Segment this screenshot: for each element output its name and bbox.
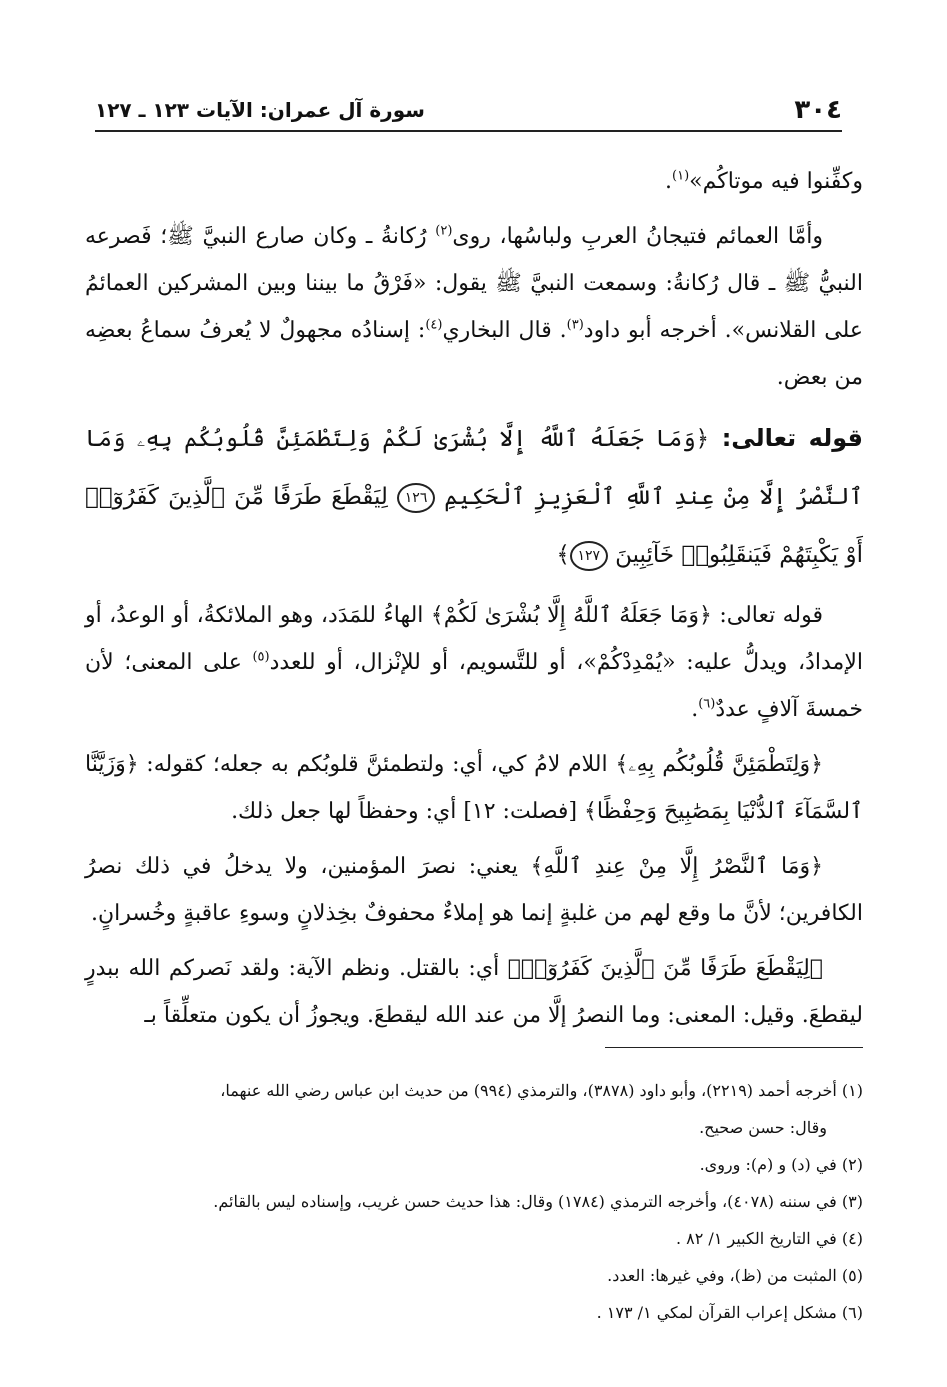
footnote-ref-3: (٣) [566, 317, 584, 333]
footnote-1-continuation: وقال: حسن صحيح. [699, 1118, 827, 1137]
footnote-2: (٢) في (د) و (م): وروى. [699, 1155, 863, 1174]
footnote-ref-6: (٦) [698, 696, 716, 712]
text-span: رُكانةُ ـ وكان صارع النبيَّ ﷺ؛ فَصرعه النبيُّ ﷺ ـ قال رُكانةُ: وسمعت النبيَّ ﷺ يقول: «فَرْقُ ما بيننا وبين المشركين العمائمُ على القلانس». أخرجه أبو داود [85, 224, 864, 343]
footnote-4: (٤) في التاريخ الكبير ١/ ٨٢ . [675, 1229, 863, 1248]
verse-text-127: لِيَقْطَعَ طَرَفًا مِّنَ ٱلَّذِينَ كَفَرُوٓا۟ أَوْ يَكْبِتَهُمْ فَيَنقَلِبُوا۟ خَآئِبِينَ [85, 484, 863, 568]
page-number: ٣٠٤ [794, 95, 842, 125]
paragraph-2 [85, 213, 863, 401]
paragraph-3 [85, 592, 863, 733]
paragraph-5: ﴿وَمَا ٱلنَّصْرُ إِلَّا مِنْ عِندِ ٱللَّهِ﴾ يعني: نصرَ المؤمنين، ولا يدخلُ في ذلك نصرُ الكافرين؛ لأنَّ ما وقع لهم من غلبةٍ إنما هو إملاءٌ محفوفٌ بخِذلانٍ وسوءِ عاقبةٍ وخُسرانٍ. [85, 854, 863, 926]
text-span: وأمَّا العمائم فتيجانُ العربِ ولباسُها، روى [452, 224, 823, 249]
paragraph-4: ﴿وَلِتَطْمَئِنَّ قُلُوبُكُم بِهِۦ﴾ اللام لامُ كي، أي: ولتطمئنَّ قلوبُكم به جعله؛ كقوله: ﴿وَزَيَّنَّا ٱلسَّمَآءَ ٱلدُّنْيَا بِمَصَٰبِيحَ وَحِفْظًا﴾ [فصلت: ١٢] أي: وحفظاً لها جعل ذلك. [85, 752, 863, 824]
page-header [95, 92, 842, 128]
footnote-ref-4: (٤) [425, 317, 443, 333]
text-span: وكفِّنوا فيه موتاكُم» [689, 169, 863, 194]
footnote-ref-2: (٢) [435, 223, 453, 239]
text-span: . [665, 169, 673, 194]
quran-verse-block [85, 409, 863, 584]
footnote-3: (٣) في سننه (٤٠٧٨)، وأخرجه الترمذي (١٧٨٤) وقال: هذا حديث حسن غريب، وإسناده ليس بالقائم. [213, 1192, 863, 1211]
surah-title: سورة آل عمران: الآيات ١٢٣ ـ ١٢٧ [95, 98, 425, 122]
text-span: : إسنادُه مجهولٌ لا يُعرفُ سماعُ بعضِه من بعض. [85, 318, 863, 390]
main-text [85, 158, 863, 1047]
footnote-ref-1: (١) [672, 168, 690, 184]
verse-close: ﴾ [556, 542, 570, 568]
text-span: قوله تعالى: ﴿وَمَا جَعَلَهُ ٱللَّهُ إِلَّا بُشْرَىٰ لَكُمْ﴾ الهاءُ للمَدَد، وهو الملائكةُ، أو الوعدُ، أو الإمدادُ، ويدلُّ عليه: «يُمْدِدْكُمْ»، أو للتَّسويم، أو للإنْزال، أو للعدد [85, 603, 863, 675]
footnote-ref-5: (٥) [252, 649, 270, 665]
verse-text-126: ﴿وَمَا جَعَلَهُ ٱللَّهُ إِلَّا بُشْرَىٰ لَكُمْ وَلِتَطْمَئِنَّ قُلُوبُكُم بِهِۦ وَمَا ٱلنَّصْرُ إِلَّا مِنْ عِندِ ٱللَّهِ ٱلْعَزِيزِ ٱلْحَكِيمِ [85, 426, 863, 510]
ayah-number-marker: ١٢٧ [570, 541, 608, 571]
text-span: . قال البخاري [442, 318, 567, 343]
footnotes [85, 1072, 863, 1331]
paragraph-1 [85, 158, 863, 205]
paragraph-6: ﴿لِيَقْطَعَ طَرَفًا مِّنَ ٱلَّذِينَ كَفَرُوٓا۟﴾ أي: بالقتل. ونظم الآية: ولقد نَصركم الله ببدرٍ ليقطعَ. وقيل: المعنى: وما النصرُ إلَّا من عند الله ليقطعَ. ويجوزُ أن يكون متعلِّقاً بـ [85, 956, 863, 1028]
header-divider [95, 130, 842, 132]
footnote-1: (١) أخرجه أحمد (٢٢١٩)، وأبو داود (٣٨٧٨)، والترمذي (٩٩٤) من حديث ابن عباس رضي الله عنهما، [220, 1081, 863, 1100]
footnote-5: (٥) المثبت من (ظ)، وفي غيرها: العدد. [607, 1266, 863, 1285]
text-span: على المعنى؛ لأن خمسةَ آلافٍ عددٌ [85, 650, 863, 722]
footnote-6: (٦) مشكل إعراب القرآن لمكي ١/ ١٧٣ . [596, 1303, 863, 1322]
ayah-number-marker: ١٢٦ [397, 483, 435, 513]
footnote-divider [605, 1047, 863, 1048]
verse-lead: قوله تعالى: [709, 424, 864, 452]
text-span: . [691, 697, 699, 722]
